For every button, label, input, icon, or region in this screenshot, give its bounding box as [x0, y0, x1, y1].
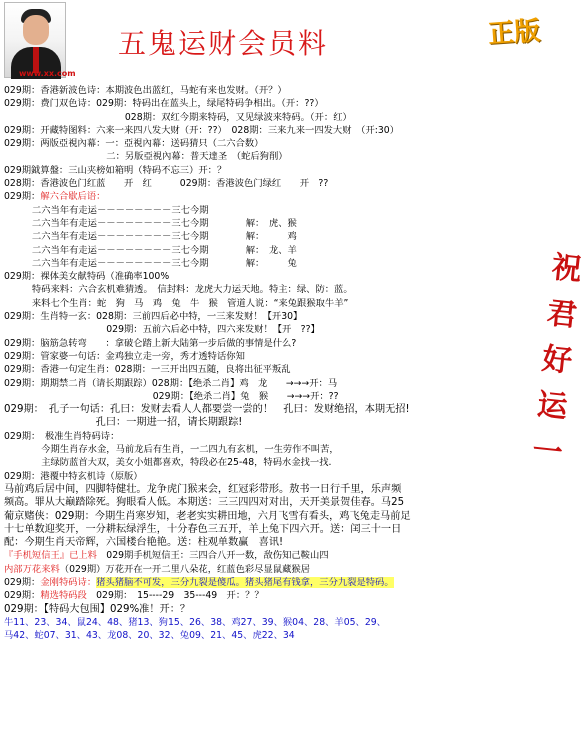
content-line [4, 470, 544, 483]
content-line [4, 390, 544, 403]
line-text: 精选特码段 [40, 590, 87, 602]
content-line [4, 84, 544, 97]
line-text: 特码来料：六合玄机难猜透。 信封料：龙虎大力运天地。特主：绿、防：蓝。 [4, 284, 353, 296]
line-text: 二六当年有走运－－－－－－－－三七今期 解： 龙、羊 [4, 244, 297, 256]
line-text: 029期鉞算盤：三山夹榜如箱明（特码不忘三）开：？ [4, 164, 227, 176]
content-line [4, 190, 544, 203]
avatar [4, 2, 76, 78]
line-text: 028期：双红今期来特码，又见绿波来特码。（开：红） [4, 111, 352, 123]
line-text: 牛11、23、34、鼠24、48、猪13、狗15、26、38、鸡27、39、猴04、28、羊05、29、 [4, 616, 386, 628]
content-line [4, 576, 544, 589]
line-text: 来料七个生肖：蛇 狗 马 鸡 兔 牛 猴 管道人说：“来兔跟猴取牛羊” [4, 297, 349, 309]
line-text: 今期生肖存水金，马前龙后有生肖，一二四九有玄机，一生劳作不叫苦， [4, 444, 339, 456]
line-text: 『手机短信王』已上料 [4, 550, 97, 562]
slogan-char: 君 [545, 295, 579, 334]
content-line [4, 150, 544, 163]
slogan-char: 运 [535, 387, 569, 426]
line-text: 029期： 极准生肖特码诗： [4, 430, 120, 442]
content-line [4, 337, 544, 350]
line-text: 金刚特码诗： [40, 576, 97, 588]
line-text: 马42、蛇07、31、43、龙08、20、32、兔09、21、45、虎22、34 [4, 630, 295, 642]
content-line [4, 350, 544, 363]
line-text: 029期： [4, 191, 41, 203]
line-text: 内部万花来料 [4, 563, 60, 575]
line-text: 029期：【绝杀二肖】兔 猴 →→→开：?? [4, 390, 339, 402]
content-line [4, 204, 544, 217]
line-text: 029期手机短信王：三四合八开一数，敌伤知己鞍山四 [96, 550, 329, 562]
content-line [4, 430, 544, 443]
line-text: 二六当年有走运－－－－－－－－三七今期 解： 虎、猴 [4, 217, 297, 229]
content-line [4, 124, 544, 137]
content-line [4, 270, 544, 283]
line-text: 028期：香港波色门红蓝 开 红 029期：香港波色门绿红 开 ?? [4, 178, 329, 190]
line-text: 葡京赌侠：029期：今期生肖寒岁知，老老实实耕田地，六月飞雪有看头，鸡飞兔走马前足 [4, 510, 411, 522]
line-text: 配：今期生肖天帝辉，六国楼台艳艳。送：柱观单数赢 喜讯! [4, 537, 284, 549]
content-line [4, 603, 544, 616]
content-line [4, 549, 544, 562]
content-line [4, 363, 544, 376]
content-line [4, 536, 544, 549]
line-text: 029期：开藏特图料：六来一来四八发大财（开：??） 028期：三来九来一四发大财 （开:30） [4, 124, 400, 136]
avatar-caption: www.xx.com [19, 69, 76, 78]
content-line [4, 523, 544, 536]
line-text: 029期：香港新波色诗：本期波色出蓝红，马蛇有来也发财。（开？） [4, 85, 287, 96]
line-text: 频高。罪从大巅踏除死。狗眼看人低。本期送：三三四四对对出，天开美景贺佳春。马25 [4, 497, 405, 509]
content-line [4, 496, 544, 509]
line-text: 二六当年有走运－－－－－－－－三七今期 [4, 204, 209, 216]
page-title: 五鬼运财会员料 [118, 27, 329, 60]
content-line [4, 230, 544, 243]
line-text: 029期：脑筋急转弯 ：拿破仑踏上新大陆第一步后做的事情是什么? [4, 337, 297, 349]
line-text: 029期：裸体美女献特码（准确率100% [4, 271, 170, 283]
line-text: 029期： [4, 590, 41, 602]
line-text: 解六合歇后语： [40, 191, 106, 203]
line-text: 029期：生肖特一玄：028期：三前四后必中特，一三来发财！【开30】 [4, 311, 303, 323]
content-line [4, 443, 544, 456]
line-text: 029期： [4, 576, 41, 588]
content-line [4, 616, 544, 629]
line-text: 029期：港覆中特玄机诗（原版） [4, 470, 143, 482]
content-line [4, 111, 544, 124]
line-text: 029期：费门双色诗：029期：特码出在蓝头上，绿尾特码争相出。（开：??） [4, 98, 324, 110]
line-text: 029期：期期禁二肖（请长期跟踪）028期：【绝杀二肖】鸡 龙 →→→开：马 [4, 377, 338, 389]
content-line [4, 589, 544, 602]
line-text: 029期： 孔子一句话：孔曰：发财去看人人都要尝一尝的！ 孔曰：发财绝招，本期无招! [4, 404, 410, 416]
line-text: 029期：管家婆一句话：金鸡独立走一旁，秀才透特话你知 [4, 350, 245, 362]
content-line [4, 483, 544, 496]
line-text: 主绿防蓝首大双，美女小姐都喜欢，特段必在25-48，特码水金找一找. [4, 457, 332, 469]
content-line [4, 217, 544, 230]
content-line [4, 403, 544, 416]
content-body [4, 84, 544, 642]
content-line [4, 377, 544, 390]
line-text: 029期：五前六后必中特，四六来发财！【开 ??】 [4, 324, 320, 336]
slogan-char: 祝 [549, 250, 584, 288]
line-text: 猪头猪脑不可发，三分九裂是傻瓜。猪头猪尾有钱拿，三分九裂是特码。 [96, 576, 394, 588]
header [0, 0, 576, 82]
line-text: （029期）万花开在一开二里八朵花，红蓝色彩尽显鼠藏猴居 [59, 563, 310, 575]
line-text: 二：另版亞視內幕：普天達圣 （蛇后狗削） [4, 151, 288, 163]
content-line [4, 563, 544, 576]
content-line [4, 323, 544, 336]
line-text: 029期：两版亞視內幕：一：亞視內幕：送码猜只（二六合数） [4, 138, 264, 150]
content-line [4, 97, 544, 110]
content-line [4, 257, 544, 270]
content-line [4, 456, 544, 469]
slogan-char: 好 [540, 341, 574, 380]
line-text: 马前鸡后居中间，四脚特健壮。龙争虎门猴来会，红冠彩带形。敖书一日行千里，乐声频 [4, 483, 402, 495]
content-line [4, 283, 544, 296]
content-line [4, 244, 544, 257]
line-text: 029期：【特码大包围】029%准！开：？ [4, 603, 191, 615]
line-text: 二六当年有走运－－－－－－－－三七今期 解： 兔 [4, 257, 297, 269]
content-line [4, 416, 544, 429]
content-line [4, 310, 544, 323]
slogan-char: 一 [530, 433, 565, 471]
content-line [4, 164, 544, 177]
line-text: 029期： 15----29 35---49 开：？？ [86, 590, 264, 602]
line-text: 二六当年有走运－－－－－－－－三七今期 解： 鸡 [4, 231, 297, 243]
content-line [4, 137, 544, 150]
content-line [4, 510, 544, 523]
content-line [4, 629, 544, 642]
line-text: 孔曰：一期进一招，请长期跟踪! [4, 417, 243, 429]
line-text: 029期：香港一句定生肖：028期：一三开出四五随，良将出征平叛乱 [4, 364, 291, 376]
edition-stamp: 正版 [487, 16, 542, 50]
content-line [4, 297, 544, 310]
content-line [4, 177, 544, 190]
line-text: 十七单数迎奖开，一分耕耘绿浮生，十分春色三五开，羊上兔下四六开。送：闰三十一日 [4, 523, 402, 535]
